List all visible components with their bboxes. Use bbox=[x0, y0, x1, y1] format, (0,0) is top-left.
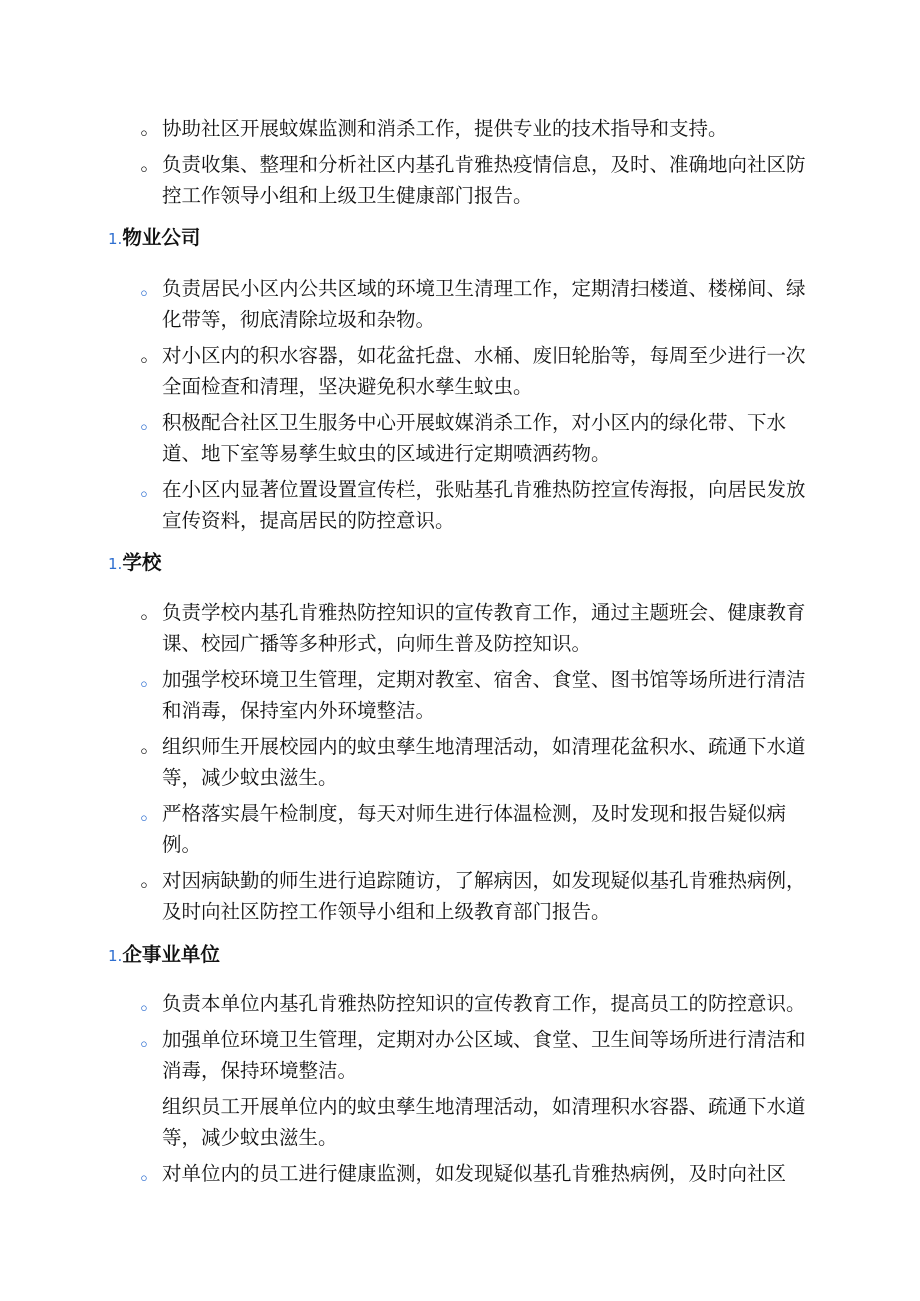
section-title: 物业公司 bbox=[122, 226, 201, 249]
list-item bbox=[0, 597, 920, 659]
list-item-text: 负责收集、整理和分析社区内基孔肯雅热疫情信息，及时、准确地向社区防控工作领导小组和上级卫生健康部门报告。 bbox=[162, 153, 806, 207]
list-item-text: 加强学校环境卫生管理，定期对教室、宿舍、食堂、图书馆等场所进行清洁和消毒，保持室内外环境整洁。 bbox=[162, 668, 806, 722]
bullet-icon: 。 bbox=[140, 869, 160, 891]
bullet-icon: 。 bbox=[140, 992, 160, 1014]
bullet-icon: 。 bbox=[140, 1162, 160, 1184]
section-title: 学校 bbox=[122, 551, 162, 574]
list-item-text: 对单位内的员工进行健康监测，如发现疑似基孔肯雅热病例，及时向社区 bbox=[162, 1162, 787, 1185]
section-number: 1. bbox=[108, 555, 123, 573]
bullet-icon: 。 bbox=[140, 478, 160, 500]
list-item bbox=[0, 664, 920, 726]
section-heading-property bbox=[108, 223, 200, 253]
list-item bbox=[0, 149, 920, 211]
list-item bbox=[0, 407, 920, 469]
bullet-icon: 。 bbox=[140, 1028, 160, 1050]
list-item bbox=[0, 731, 920, 793]
list-item bbox=[0, 865, 920, 927]
list-item bbox=[0, 798, 920, 860]
bullet-icon: 。 bbox=[140, 277, 160, 299]
list-item-text: 在小区内显著位置设置宣传栏，张贴基孔肯雅热防控宣传海报，向居民发放宣传资料，提高居民的防控意识。 bbox=[162, 478, 806, 532]
list-item bbox=[0, 474, 920, 536]
list-item bbox=[0, 1024, 920, 1086]
list-item-text: 对因病缺勤的师生进行追踪随访，了解病因，如发现疑似基孔肯雅热病例，及时向社区防控工作领导小组和上级教育部门报告。 bbox=[162, 869, 806, 923]
section-number: 1. bbox=[108, 230, 123, 248]
section-list-property bbox=[0, 273, 920, 541]
list-item-text: 协助社区开展蚊媒监测和消杀工作，提供专业的技术指导和支持。 bbox=[162, 117, 728, 140]
list-item bbox=[0, 113, 920, 144]
list-item bbox=[0, 340, 920, 402]
list-item-text: 严格落实晨午检制度，每天对师生进行体温检测，及时发现和报告疑似病例。 bbox=[162, 802, 787, 856]
section-list-school bbox=[0, 597, 920, 932]
bullet-icon: 。 bbox=[140, 153, 160, 175]
bullet-icon: 。 bbox=[140, 735, 160, 757]
bullet-icon: 。 bbox=[140, 601, 160, 623]
section-list-enterprise bbox=[0, 988, 920, 1194]
bullet-icon: 。 bbox=[140, 668, 160, 690]
list-item-text: 加强单位环境卫生管理，定期对办公区域、食堂、卫生间等场所进行清洁和消毒，保持环境整洁。 bbox=[162, 1028, 806, 1082]
bullet-icon: 。 bbox=[140, 344, 160, 366]
list-item-text: 组织师生开展校园内的蚊虫孳生地清理活动，如清理花盆积水、疏通下水道等，减少蚊虫滋生。 bbox=[162, 735, 806, 789]
bullet-icon: 。 bbox=[140, 802, 160, 824]
list-item-text: 负责居民小区内公共区域的环境卫生清理工作，定期清扫楼道、楼梯间、绿化带等，彻底清除垃圾和杂物。 bbox=[162, 277, 806, 331]
section-title: 企事业单位 bbox=[122, 943, 220, 966]
list-item-text: 积极配合社区卫生服务中心开展蚊媒消杀工作，对小区内的绿化带、下水道、地下室等易孳生蚊虫的区域进行定期喷洒药物。 bbox=[162, 411, 787, 465]
list-item-text: 负责本单位内基孔肯雅热防控知识的宣传教育工作，提高员工的防控意识。 bbox=[162, 992, 806, 1015]
list-item-text: 组织员工开展单位内的蚊虫孳生地清理活动，如清理积水容器、疏通下水道等，减少蚊虫滋生。 bbox=[162, 1095, 806, 1149]
list-item-text: 负责学校内基孔肯雅热防控知识的宣传教育工作，通过主题班会、健康教育课、校园广播等多种形式，向师生普及防控知识。 bbox=[162, 601, 806, 655]
bullet-icon: 。 bbox=[140, 117, 160, 139]
intro-list bbox=[0, 113, 920, 216]
list-item-text: 对小区内的积水容器，如花盆托盘、水桶、废旧轮胎等，每周至少进行一次全面检查和清理，坚决避免积水孳生蚊虫。 bbox=[162, 344, 806, 398]
list-item bbox=[0, 1091, 920, 1153]
section-number: 1. bbox=[108, 947, 123, 965]
bullet-icon: 。 bbox=[140, 411, 160, 433]
list-item bbox=[0, 988, 920, 1019]
list-item bbox=[0, 1158, 920, 1189]
section-heading-school bbox=[108, 548, 161, 578]
list-item bbox=[0, 273, 920, 335]
section-heading-enterprise bbox=[108, 940, 220, 970]
